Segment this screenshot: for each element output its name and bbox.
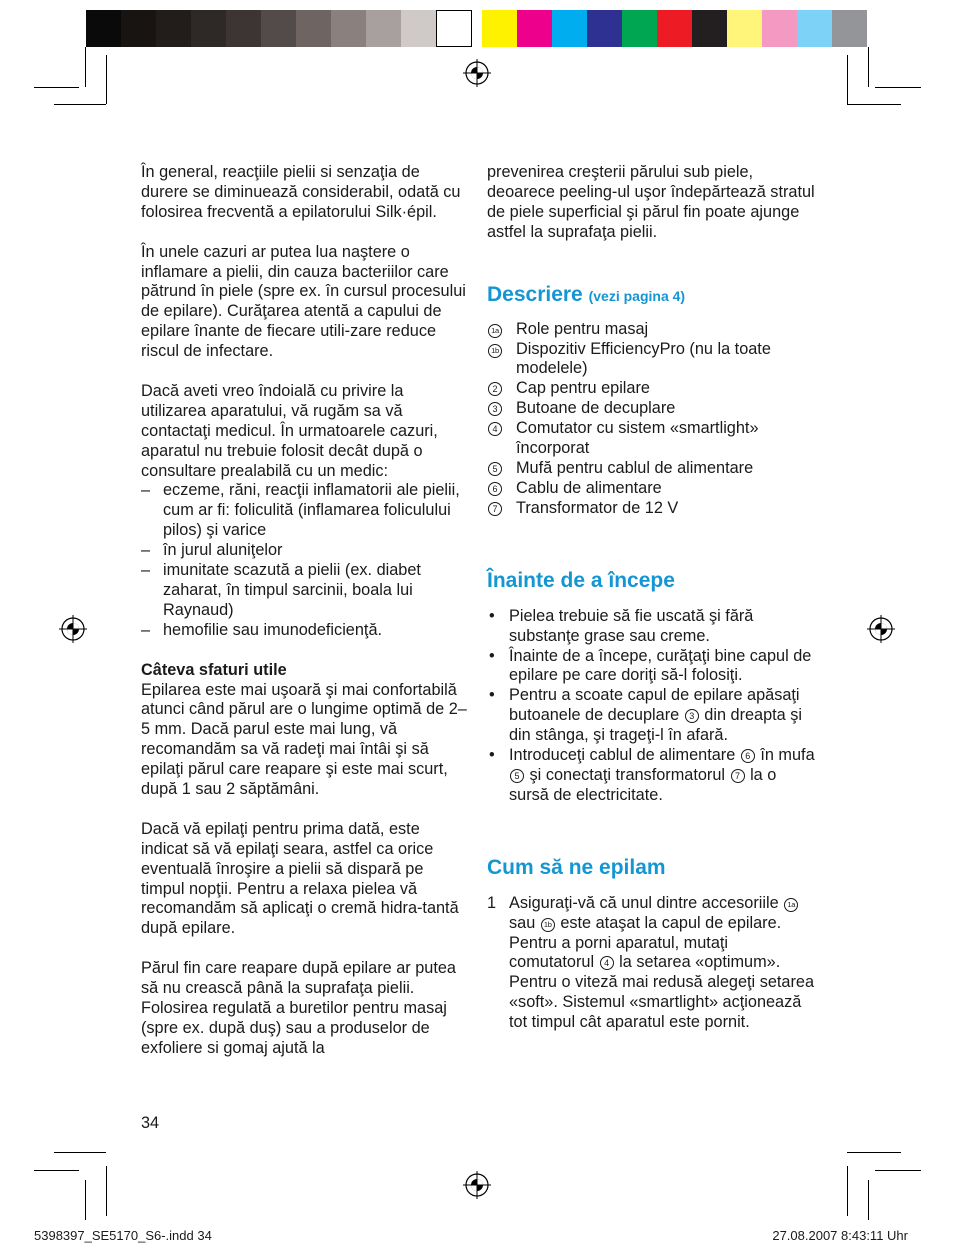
list-item [487, 320, 817, 340]
contraindications-block [141, 382, 471, 641]
item-label: Mufă pentru cablul de alimentare [516, 458, 754, 477]
number-circle-icon: 4 [488, 422, 502, 436]
section-title: Descriere [487, 282, 583, 306]
number-circle-icon: 6 [741, 749, 755, 763]
number-circle-icon: 4 [600, 956, 614, 970]
list-item: – în jurul aluniţelor [141, 541, 471, 561]
list-item [487, 379, 817, 399]
crop-mark [847, 1166, 848, 1216]
number-circle-icon: 1a [784, 898, 798, 912]
color-calibration-bar [86, 10, 868, 47]
right-column [487, 163, 817, 1033]
list-item: – hemofilie sau imunodeficienţă. [141, 621, 471, 641]
list-item: • Pentru a scoate capul de epilare apăsaţi butoanele de decuplare 3 din dreapta şi din stânga, şi trageţi-l în afară. [487, 686, 817, 746]
crop-mark [847, 55, 848, 104]
crop-mark [868, 47, 869, 87]
section-heading-cum: Cum să ne epilam [487, 855, 666, 879]
number-circle-icon: 3 [488, 402, 502, 416]
color-swatch [692, 10, 727, 47]
page-reference: (vezi pagina 4) [588, 287, 686, 304]
paragraph: prevenirea creşterii părului sub piele, deoarece peeling-ul uşor îndepărtează stratul de piele superficial şi părul fin poate ajunge astfel la suprafaţa pielii. [487, 163, 815, 241]
crop-mark [85, 47, 86, 87]
color-swatch [622, 10, 657, 47]
color-swatch [482, 10, 517, 47]
list-item: – eczeme, răni, reacţii inflamatorii ale pielii, cum ar fi: foliculită (inflamarea foliculului pilos) şi varice [141, 481, 471, 541]
item-label: Comutator cu sistem «smartlight» încorporat [516, 419, 759, 458]
color-swatch [191, 10, 226, 47]
color-swatch [156, 10, 191, 47]
list-item [487, 479, 817, 499]
list-item: • Introduceţi cablul de alimentare 6 în mufa 5 şi conectaţi transformatorul 7 la o sursă de electricitate. [487, 746, 817, 806]
crop-mark [54, 1152, 106, 1153]
step-number: 1 [487, 893, 497, 912]
number-circle-icon: 1b [541, 918, 555, 932]
left-column [141, 163, 471, 1059]
crop-mark [54, 104, 106, 105]
crop-mark [875, 1170, 921, 1171]
number-circle-icon: 1a [488, 324, 502, 338]
item-label: Transformator de 12 V [516, 498, 679, 517]
list-item: • Înainte de a începe, curăţaţi bine capul de epilare pe care doriţi să-l folosiţi. [487, 647, 817, 687]
list-item [487, 340, 817, 380]
list-item [487, 499, 817, 519]
color-swatch [657, 10, 692, 47]
crop-mark [875, 87, 921, 88]
registration-mark-icon [867, 615, 895, 643]
footer-timestamp: 27.08.2007 8:43:11 Uhr [772, 1228, 908, 1243]
color-swatch [121, 10, 156, 47]
color-swatch [436, 10, 472, 47]
list-item: • Pielea trebuie să fie uscată şi fără substanţe grase sau creme. [487, 607, 817, 647]
list-item: – imunitate scazută a pielii (ex. diabet zaharat, în timpul sarcinii, boala lui Raynaud) [141, 561, 471, 621]
number-circle-icon: 6 [488, 482, 502, 496]
color-swatch [261, 10, 296, 47]
color-swatch [727, 10, 762, 47]
crop-mark [106, 55, 107, 104]
registration-mark-icon [463, 1171, 491, 1199]
number-circle-icon: 1b [488, 344, 502, 358]
list-item [487, 459, 817, 479]
paragraph: Dacă vă epilaţi pentru prima dată, este indicat să vă epilaţi seara, astfel ca orice eventuală înroşire a pielii să dispară pe timpul nopţii. Pentru a relaxa pielea vă recomandăm să aplicaţi o cremă hidra-tantă după epilare. [141, 819, 459, 938]
color-swatch [366, 10, 401, 47]
step-text: Asiguraţi-vă că unul dintre accesoriile 1a sau 1b este ataşat la capul de epilare. [509, 894, 817, 934]
paragraph: Dacă aveti vreo îndoială cu privire la utilizarea aparatului, vă rugăm sa vă contactaţi medicul. În urmatoarele cazuri, aparatul nu trebuie folosit decât după o consultare prealabilă cu un medic: [141, 381, 438, 480]
number-circle-icon: 7 [488, 502, 502, 516]
item-label: Role pentru masaj [516, 319, 649, 338]
number-circle-icon: 5 [488, 462, 502, 476]
number-circle-icon: 3 [685, 709, 699, 723]
section-heading-inainte: Înainte de a începe [487, 568, 675, 592]
color-swatch [226, 10, 261, 47]
color-swatch [832, 10, 867, 47]
crop-mark [85, 1180, 86, 1220]
tips-heading: Câteva sfaturi utile [141, 660, 287, 679]
color-swatch [552, 10, 587, 47]
paragraph: În general, reacţiile pielii si senzaţia de durere se diminuează considerabil, odată cu folosirea frecventă a epilatorului Silk·épil. [141, 163, 461, 221]
section-heading-descriere [487, 283, 817, 308]
item-label: Cablu de alimentare [516, 478, 662, 497]
color-swatch [587, 10, 622, 47]
list-item [487, 399, 817, 419]
color-swatch [797, 10, 832, 47]
footer-file-info: 5398397_SE5170_S6-.indd 34 [34, 1228, 212, 1243]
paragraph: În unele cazuri ar putea lua naştere o inflamare a pielii, din cauza bacteriilor care pătrund în piele (spre ex. în cursul procesului de epilare). Curăţarea atentă a capului de epilare înante de fiecare utili-zare reduce riscul de infectare. [141, 242, 466, 361]
crop-mark [106, 1166, 107, 1216]
crop-mark [868, 1180, 869, 1220]
color-swatch [86, 10, 121, 47]
parts-list [487, 320, 817, 519]
number-circle-icon: 5 [510, 769, 524, 783]
crop-mark [847, 1152, 901, 1153]
item-label: Butoane de decuplare [516, 399, 676, 418]
color-swatch [296, 10, 331, 47]
number-circle-icon: 7 [731, 769, 745, 783]
registration-mark-icon [59, 615, 87, 643]
color-swatch [517, 10, 552, 47]
contraindications-list [141, 481, 471, 640]
steps-list [487, 894, 817, 1033]
list-item [487, 894, 817, 1033]
number-circle-icon: 2 [488, 382, 502, 396]
crop-mark [34, 87, 79, 88]
item-label: Cap pentru epilare [516, 379, 650, 398]
step-text: Pentru a porni aparatul, mutaţi comutatorul 4 la setarea «optimum». Pentru o viteză mai redusă alegeţi setarea «soft». Sistemul «smartlight» acţionează tot timpul cât aparatul este pornit. [509, 933, 814, 1032]
crop-mark [847, 104, 901, 105]
color-swatch [762, 10, 797, 47]
crop-mark [34, 1170, 79, 1171]
preparation-list [487, 607, 817, 806]
color-swatch [331, 10, 366, 47]
item-label: Dispozitiv EfficiencyPro (nu la toate modelele) [516, 339, 771, 378]
page-number: 34 [141, 1114, 160, 1132]
list-item [487, 419, 817, 459]
paragraph: Epilarea este mai uşoară şi mai confortabilă atunci când părul are o lungime optimă de 2–5 mm. Dacă parul este mai lung, vă recomandăm sa vă radeţi mai întâi şi să epilaţi părul care reapare şi este mai scurt, după 1 sau 2 săptămâni. [141, 680, 467, 799]
color-swatch [401, 10, 436, 47]
registration-mark-icon [463, 59, 491, 87]
tips-block [141, 661, 471, 800]
paragraph: Părul fin care reapare după epilare ar putea să nu crească până la suprafaţa pielii. Folosirea regulată a buretilor pentru masaj (spre ex. după duş) sau a produselor de exfoliere si gomaj ajută la [141, 959, 456, 1057]
